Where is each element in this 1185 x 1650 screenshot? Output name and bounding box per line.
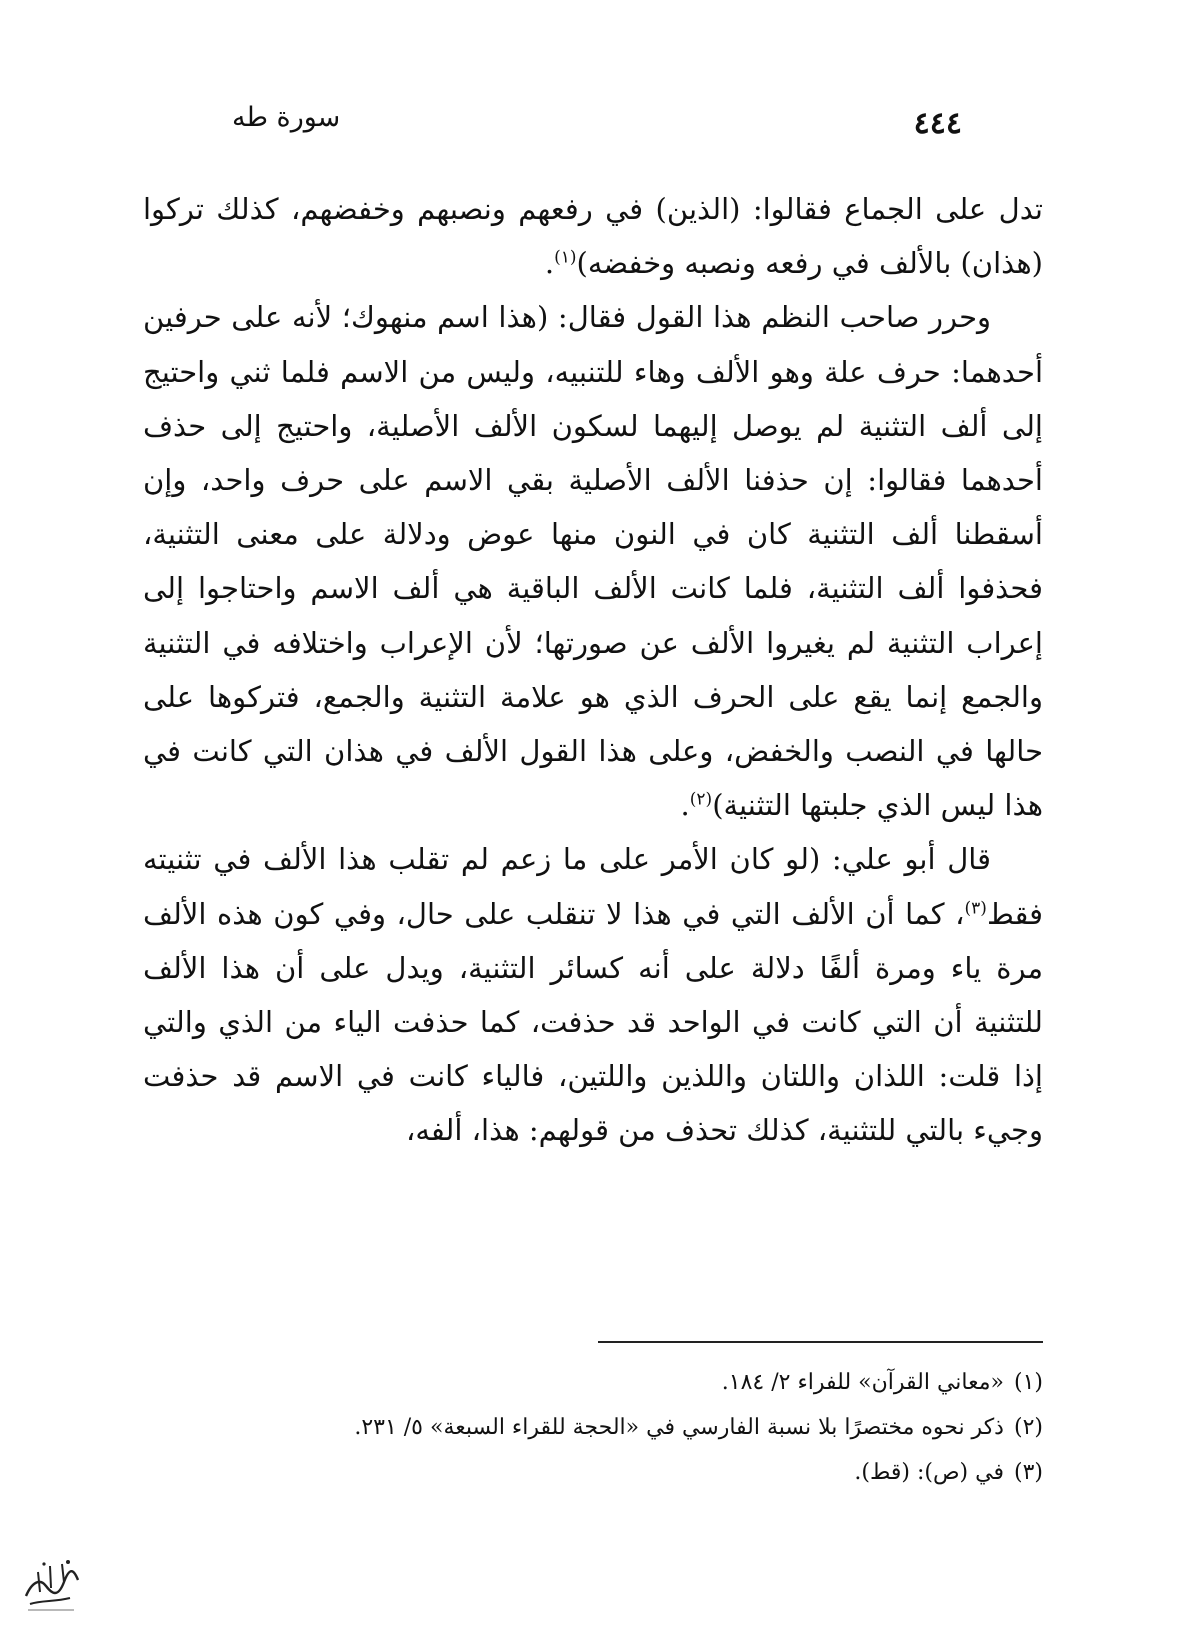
page-header: [232, 102, 962, 152]
footnotes: [143, 1360, 1043, 1495]
paragraph-1: [143, 182, 1043, 290]
footnote-divider: [598, 1341, 1043, 1343]
page-number: ٤٤٤: [913, 106, 962, 141]
footnote-3: [143, 1450, 1043, 1495]
calligraphy-stamp-logo: [20, 1552, 82, 1614]
paragraph-3: [143, 832, 1043, 1157]
main-text: [143, 182, 1043, 1158]
paragraph-2-tail: .: [680, 788, 690, 823]
footnote-1: [143, 1360, 1043, 1405]
footnote-text: في (ص): (قط).: [854, 1460, 1004, 1485]
footnote-ref-2: (٢): [689, 789, 713, 810]
paragraph-1-text: تدل على الجماع فقالوا: (الذين) في رفعهم ونصبهم وخفضهم، كذلك تركوا (هذان) بالألف في رفعه ونصبه وخفضه): [143, 192, 1043, 281]
footnote-number: (٣): [1013, 1460, 1043, 1485]
footnote-text: ذكر نحوه مختصرًا بلا نسبة الفارسي في «الحجة للقراء السبعة» ٥/ ٢٣١.: [354, 1415, 1004, 1440]
surah-title: سورة طه: [232, 102, 341, 133]
footnote-2: [143, 1405, 1043, 1450]
paragraph-3-text-after: ، كما أن الألف التي في هذا لا تنقلب على حال، وفي كون هذه الألف مرة ياء ومرة ألفًا دلالة على أنه كسائر التثنية، ويدل على أن هذا الألف للتثنية أن التي كانت في الواحد قد حذفت، كما حذفت الياء من الذي والتي إذا قلت: اللذان واللتان واللذين واللتين، فالياء كانت في الاسم قد حذفت وجيء بالتي للتثنية، كذلك تحذف من قولهم: هذا، ألفه،: [143, 896, 1043, 1148]
footnote-ref-3: (٣): [964, 897, 987, 918]
footnote-number: (١): [1013, 1370, 1043, 1395]
paragraph-2: [143, 290, 1043, 832]
footnote-ref-1: (١): [554, 247, 577, 268]
paragraph-3-text-before: قال أبو علي: (لو كان الأمر على ما زعم لم تقلب هذا الألف في تثنيته فقط: [143, 842, 1043, 931]
paragraph-1-tail: .: [544, 246, 555, 281]
footnote-number: (٢): [1013, 1415, 1043, 1440]
paragraph-2-text: وحرر صاحب النظم هذا القول فقال: (هذا اسم منهوك؛ لأنه على حرفين أحدهما: حرف علة وهو الألف وهاء للتنبيه، وليس من الاسم فلما ثني واحتيج إلى ألف التثنية لم يوصل إليهما لسكون الألف الأصلية، واحتيج إلى حذف أحدهما فقالوا: إن حذفنا الألف الأصلية بقي الاسم على حرف واحد، وإن أسقطنا ألف التثنية كان في النون منها عوض ودلالة على معنى التثنية، فحذفوا ألف التثنية، فلما كانت الألف الباقية هي ألف الاسم واحتاجوا إلى إعراب التثنية لم يغيروا الألف عن صورتها؛ لأن الإعراب واختلافه في التثنية والجمع إنما يقع على الحرف الذي هو علامة التثنية والجمع، فتركوها على حالها في النصب والخفض، وعلى هذا القول الألف في هذان التي كانت في هذا ليس الذي جلبتها التثنية): [143, 300, 1043, 823]
footnote-text: «معاني القرآن» للفراء ٢/ ١٨٤.: [721, 1370, 1004, 1395]
